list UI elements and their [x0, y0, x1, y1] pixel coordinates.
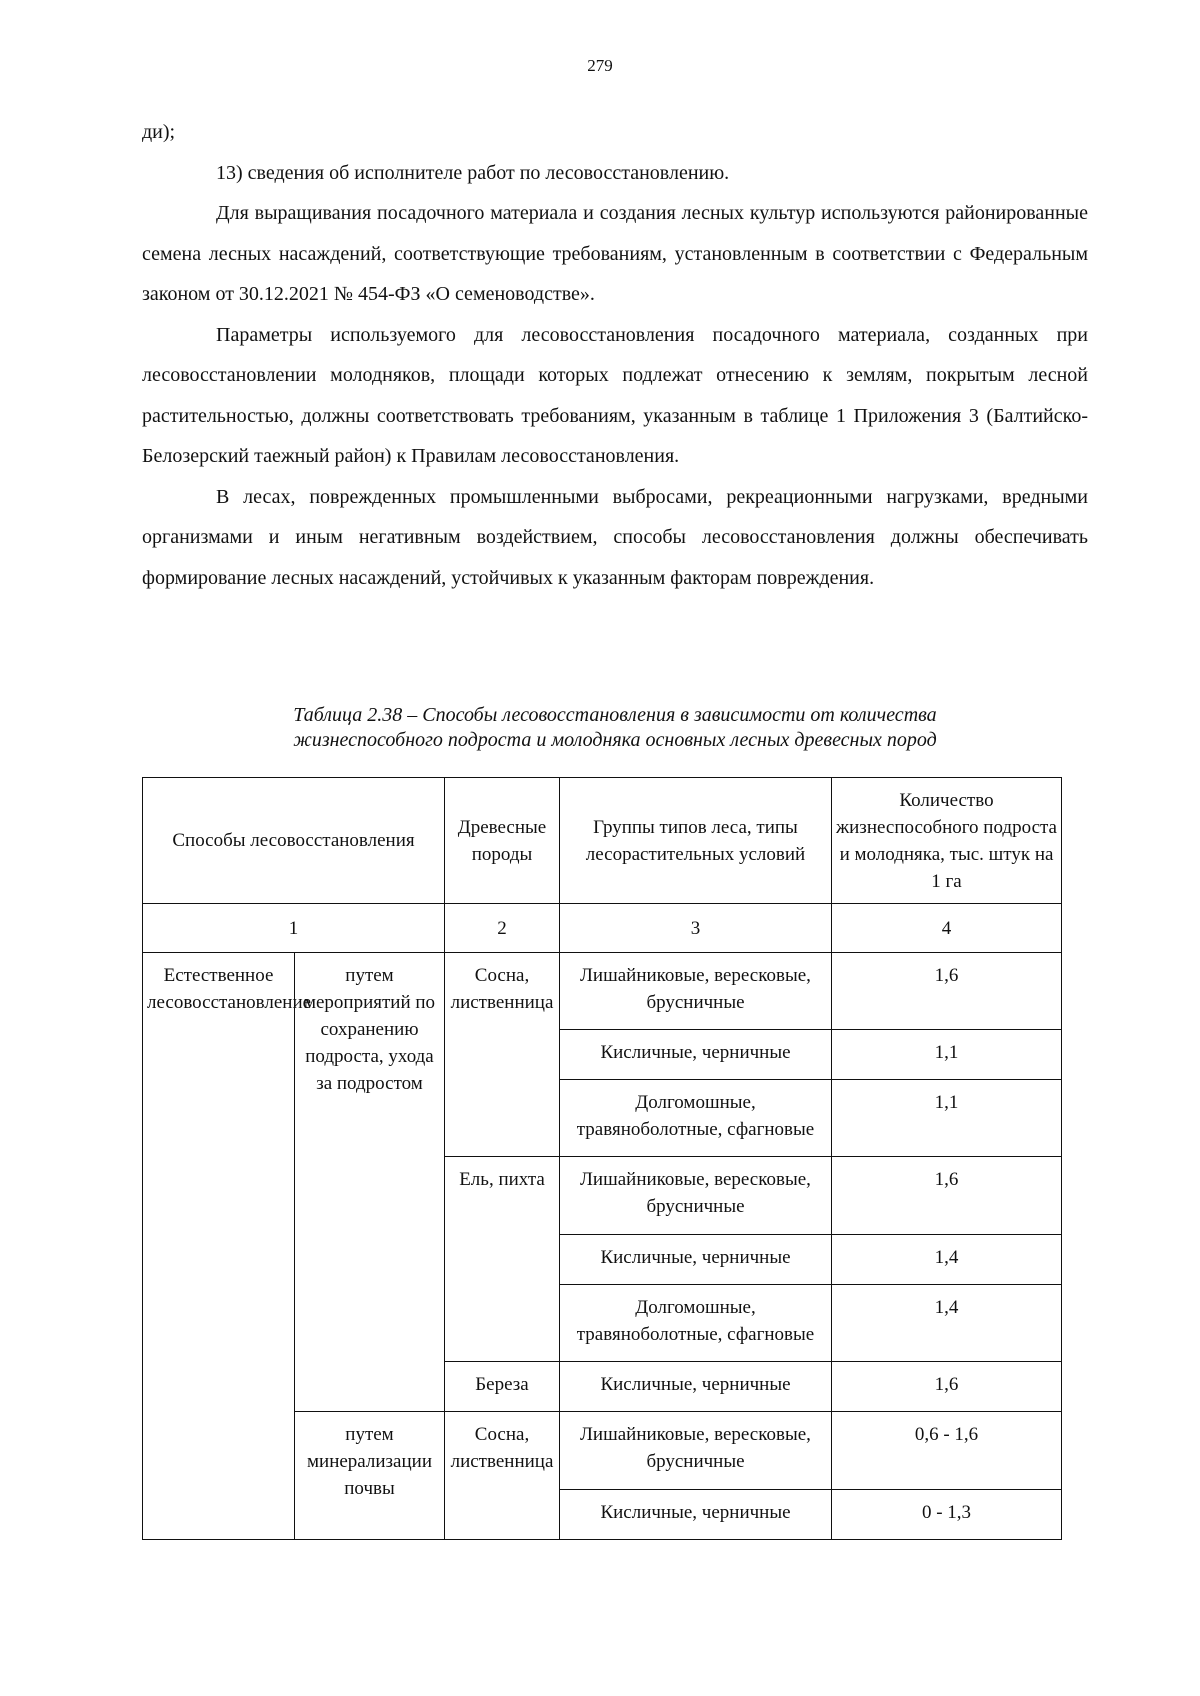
forest-regeneration-table — [142, 777, 1062, 1540]
column-number: 3 — [560, 904, 832, 953]
table-number-row — [143, 904, 1062, 953]
forest-type-cell: Лишайниковые, вересковые, брусничные — [560, 953, 832, 1030]
species-cell: Сосна, лиственница — [445, 1412, 560, 1540]
header-species: Древесные породы — [445, 778, 560, 904]
header-forest-types: Группы типов леса, типы лесорастительных условий — [560, 778, 832, 904]
quantity-cell: 1,1 — [832, 1030, 1062, 1080]
submethod-cell: путем минерализации почвы — [295, 1412, 445, 1540]
table-row — [143, 953, 1062, 1030]
body-text — [142, 112, 1088, 598]
page-number: 279 — [587, 56, 613, 75]
species-cell: Береза — [445, 1362, 560, 1412]
paragraph: 13) сведения об исполнителе работ по лесовосстановлению. — [216, 161, 730, 184]
column-number: 1 — [143, 904, 445, 953]
forest-type-cell: Кисличные, черничные — [560, 1235, 832, 1285]
header-quantity: Количество жизнеспособного подроста и молодняка, тыс. штук на 1 га — [832, 778, 1062, 904]
quantity-cell: 1,6 — [832, 1362, 1062, 1412]
species-cell: Ель, пихта — [445, 1157, 560, 1362]
table-caption-line: Таблица 2.38 – Способы лесовосстановления в зависимости от количества — [293, 704, 937, 726]
quantity-cell: 1,6 — [832, 1157, 1062, 1235]
quantity-cell: 1,4 — [832, 1235, 1062, 1285]
paragraph: Параметры используемого для лесовосстановления посадочного материала, созданных при лесовосстановлении молодняков, площади которых подлежат отнесению к землям, покрытым лесной растительностью, должны соответствовать требованиям, указанным в таблице 1 Приложения 3 (Балтийско-Белозерский таежный район) к Правилам лесовосстановления. — [142, 323, 1088, 467]
table-header-row — [143, 778, 1062, 904]
table-caption-line: жизнеспособного подроста и молодняка основных лесных древесных пород — [293, 729, 937, 751]
forest-type-cell: Лишайниковые, вересковые, брусничные — [560, 1412, 832, 1490]
method-cell: Естественное лесовосстановление — [143, 953, 295, 1540]
column-number: 4 — [832, 904, 1062, 953]
quantity-cell: 1,1 — [832, 1080, 1062, 1157]
quantity-cell: 1,6 — [832, 953, 1062, 1030]
table-caption — [142, 703, 1088, 753]
forest-type-cell: Кисличные, черничные — [560, 1362, 832, 1412]
column-number: 2 — [445, 904, 560, 953]
paragraph: Для выращивания посадочного материала и создания лесных культур используются районированные семена лесных насаждений, соответствующие требованиям, установленным в соответствии с Федеральным законом от 30.12.2021 № 454-ФЗ «О семеноводстве». — [142, 202, 1088, 305]
paragraph: В лесах, поврежденных промышленными выбросами, рекреационными нагрузками, вредными организмами и иным негативным воздействием, способы лесовосстановления должны обеспечивать формирование лесных насаждений, устойчивых к указанным факторам повреждения. — [142, 485, 1088, 589]
header-methods: Способы лесовосстановления — [143, 778, 445, 904]
forest-type-cell: Долгомошные, травяноболотные, сфагновые — [560, 1285, 832, 1362]
quantity-cell: 1,4 — [832, 1285, 1062, 1362]
forest-type-cell: Кисличные, черничные — [560, 1490, 832, 1540]
forest-type-cell: Кисличные, черничные — [560, 1030, 832, 1080]
forest-type-cell: Долгомошные, травяноболотные, сфагновые — [560, 1080, 832, 1157]
quantity-cell: 0,6 - 1,6 — [832, 1412, 1062, 1490]
forest-type-cell: Лишайниковые, вересковые, брусничные — [560, 1157, 832, 1235]
paragraph: ди); — [142, 121, 176, 143]
quantity-cell: 0 - 1,3 — [832, 1490, 1062, 1540]
species-cell: Сосна, лиственница — [445, 953, 560, 1157]
submethod-cell: путем мероприятий по сохранению подроста, ухода за подростом — [295, 953, 445, 1412]
